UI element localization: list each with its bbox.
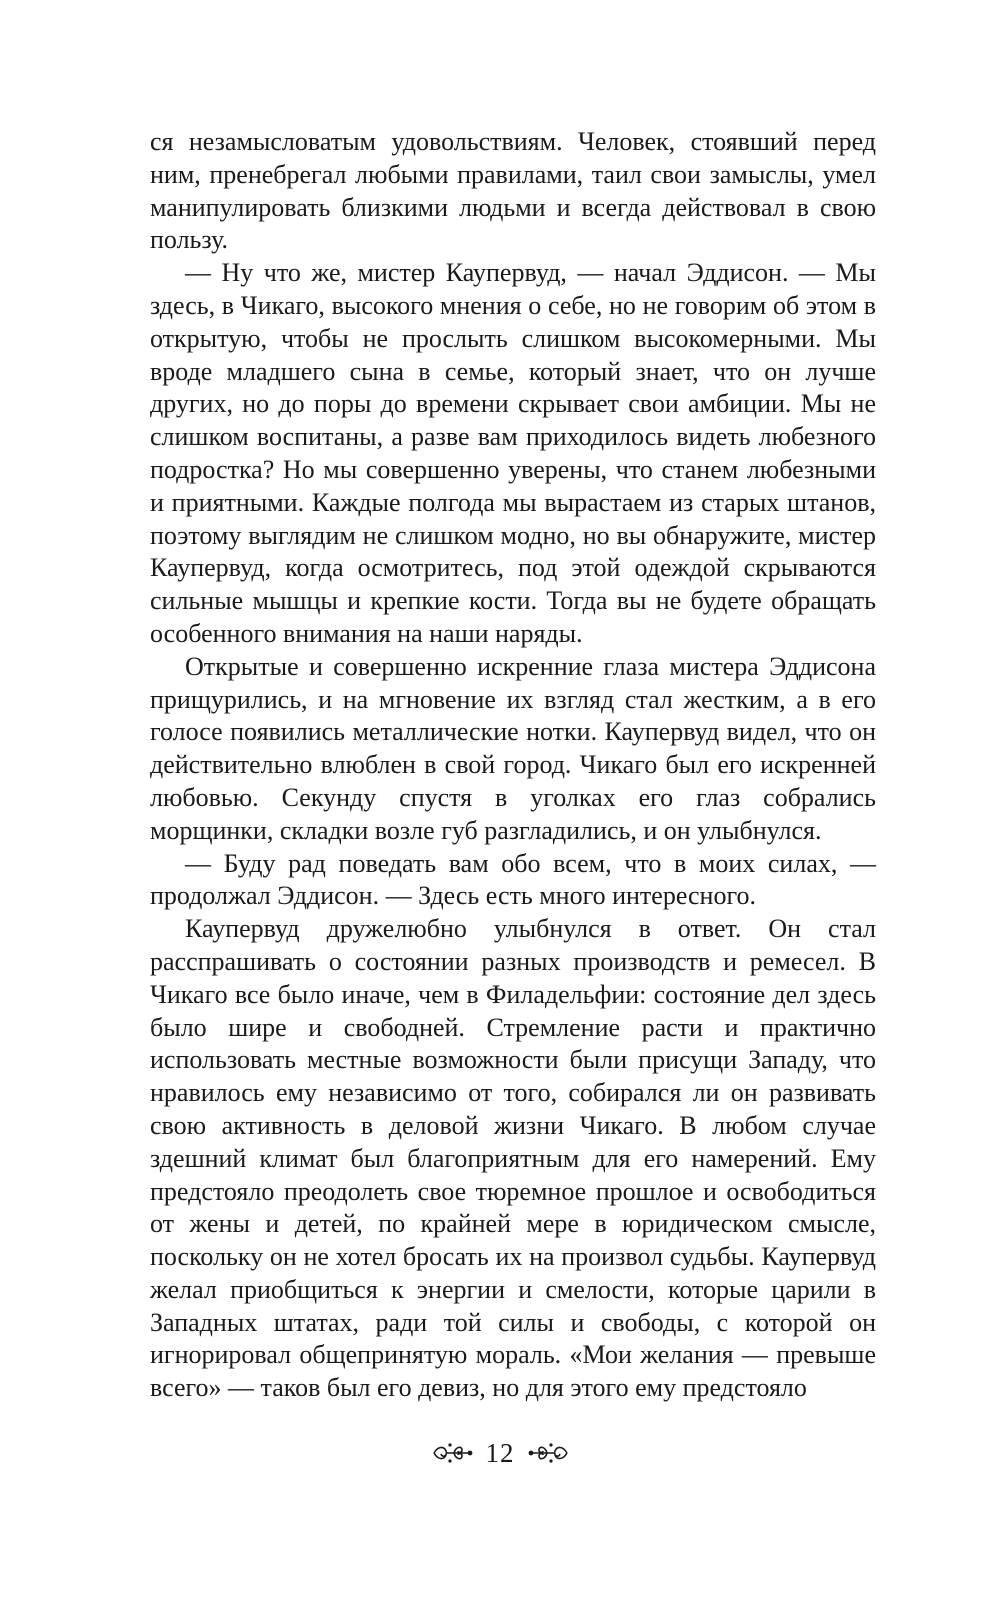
- page-body: [150, 126, 876, 1426]
- paragraph-5: Каупервуд дружелюбно улыбнулся в ответ. Он стал расспрашивать о состоянии разных производств и ремесел. В Чикаго все было иначе, чем в Филадельфии: состояние дел здесь было шире и свободней. Стремление расти и практично использовать местные возможности были присущи Западу, что нравилось ему независимо от того, собирался ли он развивать свою активность в деловой жизни Чикаго. В любом случае здешний климат был благоприятным для его намерений. Ему предстояло преодолеть свое тюремное прошлое и освободиться от жены и детей, по крайней мере в юридическом смысле, поскольку он не хотел бросать их на произвол судьбы. Каупервуд желал приобщиться к энергии и смелости, которые царили в Западных штатах, ради той силы и свободы, с которой он игнорировал общепринятую мораль. «Мои желания — превыше всего» — таков был его девиз, но для этого ему предстояло: [150, 914, 876, 1403]
- paragraph-3: Открытые и совершенно искренние глаза мистера Эддисона прищурились, и на мгновение их взгляд стал жестким, а в его голосе появились металлические нотки. Каупервуд видел, что он действительно влюблен в свой город. Чикаго был его искренней любовью. Секунду спустя в уголках его глаз собрались морщинки, складки возле губ разгладились, и он улыбнулся.: [150, 651, 876, 845]
- paragraph-4: — Буду рад поведать вам обо всем, что в моих силах, — продолжал Эддисон. — Здесь есть много интересного.: [150, 848, 876, 911]
- fleuron-left-icon: [430, 1440, 474, 1466]
- fleuron-right-icon: [527, 1440, 571, 1466]
- page-footer: [0, 1428, 1000, 1478]
- body-text: [150, 126, 876, 1405]
- paragraph-1: ся незамысловатым удовольствиям. Человек, стоявший перед ним, пренебрегал любыми правилами, таил свои замыслы, умел манипулировать близкими людьми и всегда действовал в свою пользу.: [150, 127, 876, 255]
- paragraph-2: — Ну что же, мистер Каупервуд, — начал Эддисон. — Мы здесь, в Чикаго, высокого мнения о себе, но не говорим об этом в открытую, чтобы не прослыть слишком высокомерными. Мы вроде младшего сына в семье, который знает, что он лучше других, но до поры до времени скрывает свои амбиции. Мы не слишком воспитаны, а разве вам приходилось видеть любезного подростка? Но мы совершенно уверены, что станем любезными и приятными. Каждые полгода мы вырастаем из старых штанов, поэтому выглядим не слишком модно, но вы обнаружите, мистер Каупервуд, когда осмотритесь, под этой одеждой скрываются сильные мышцы и крепкие кости. Тогда вы не будете обращать особенного внимания на наши наряды.: [150, 258, 876, 648]
- page-number: 12: [485, 1437, 515, 1468]
